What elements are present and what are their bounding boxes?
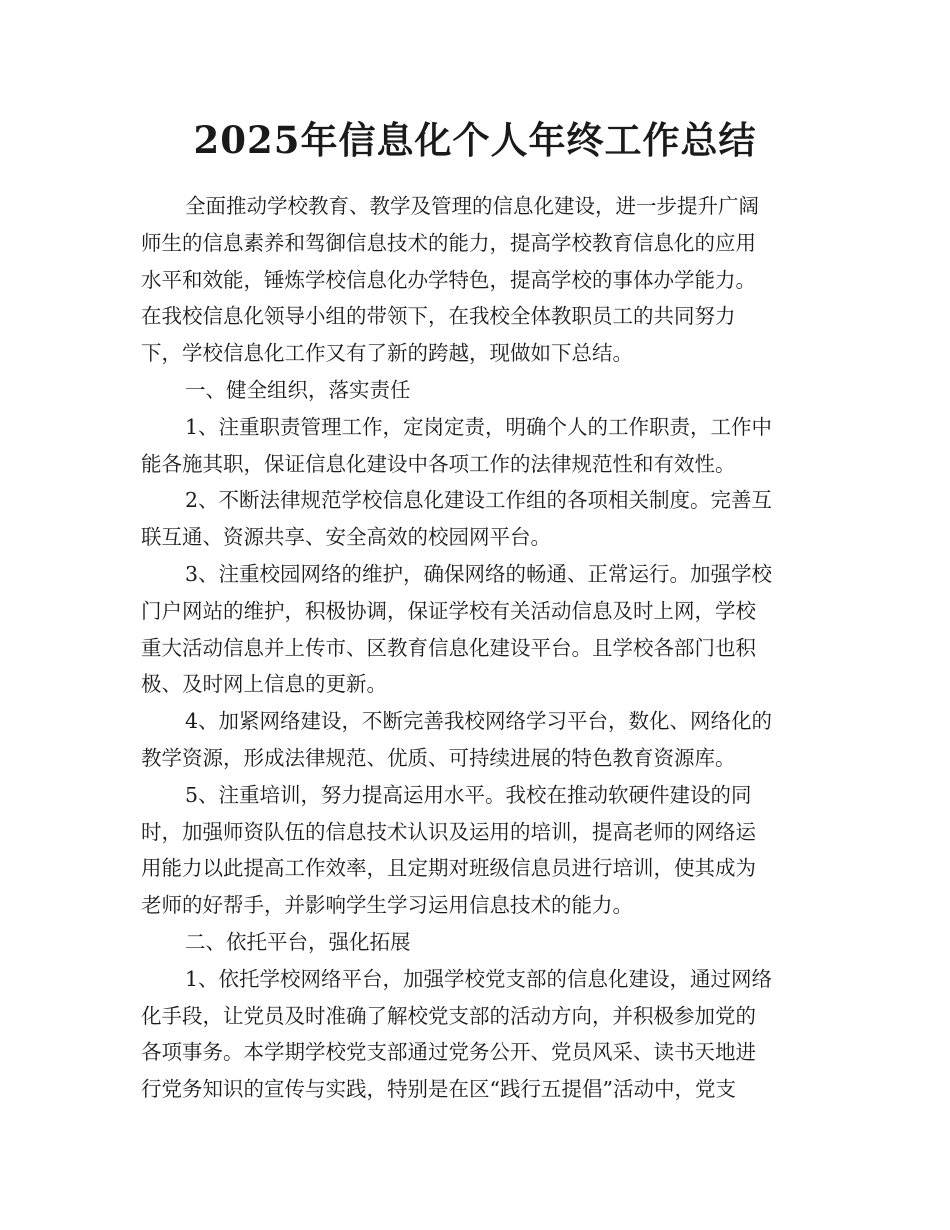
paragraph-line: 行党务知识的宣传与实践，特别是在区“践行五提倡”活动中，党支 (141, 1077, 736, 1102)
paragraph-line: 极、及时网上信息的更新。 (141, 672, 387, 697)
paragraph-line: 在我校信息化领导小组的带领下，在我校全体教职员工的共同努力 (141, 304, 736, 329)
paragraph-line: 重大活动信息并上传市、区教育信息化建设平台。且学校各部门也积 (141, 635, 756, 660)
paragraph-line: 能各施其职，保证信息化建设中各项工作的法律规范性和有效性。 (141, 451, 736, 476)
paragraph-first-line: 二、依托平台，强化拓展 (185, 929, 411, 954)
paragraph-first-line: 一、健全组织，落实责任 (185, 377, 411, 402)
paragraph-line: 水平和效能，锤炼学校信息化办学特色，提高学校的事体办学能力。 (141, 267, 756, 292)
paragraph-first-line: 3、注重校园网络的维护，确保网络的畅通、正常运行。加强学校 (185, 561, 773, 586)
paragraph-line: 联互通、资源共享、安全高效的校园网平台。 (141, 525, 551, 550)
paragraph-line: 时，加强师资队伍的信息技术认识及运用的培训，提高老师的网络运 (141, 819, 756, 844)
paragraph-line: 老师的好帮手，并影响学生学习运用信息技术的能力。 (141, 893, 633, 918)
paragraph-line: 师生的信息素养和驾御信息技术的能力，提高学校教育信息化的应用 (141, 230, 756, 255)
paragraph-first-line: 1、注重职责管理工作，定岗定责，明确个人的工作职责，工作中 (185, 414, 773, 439)
paragraph-first-line: 2、不断法律规范学校信息化建设工作组的各项相关制度。完善互 (185, 488, 773, 513)
document-title: 2025年信息化个人年终工作总结 (193, 118, 757, 162)
paragraph-line: 各项事务。本学期学校党支部通过党务公开、党员风采、读书天地进 (141, 1040, 756, 1065)
paragraph-line: 下，学校信息化工作又有了新的跨越，现做如下总结。 (141, 341, 633, 366)
document-body (141, 188, 816, 1108)
paragraph-line: 教学资源，形成法律规范、优质、可持续进展的特色教育资源库。 (141, 745, 736, 770)
paragraph-line: 化手段，让党员及时准确了解校党支部的活动方向，并积极参加党的 (141, 1003, 756, 1028)
paragraph-line: 用能力以此提高工作效率，且定期对班级信息员进行培训，使其成为 (141, 856, 756, 881)
paragraph-line: 门户网站的维护，积极协调，保证学校有关活动信息及时上网，学校 (141, 598, 756, 623)
paragraph-first-line: 1、依托学校网络平台，加强学校党支部的信息化建设，通过网络 (185, 966, 773, 991)
paragraph-first-line: 4、加紧网络建设，不断完善我校网络学习平台，数化、网络化的 (185, 709, 773, 734)
paragraph-first-line: 5、注重培训，努力提高运用水平。我校在推动软硬件建设的同 (185, 782, 752, 807)
paragraph-first-line: 全面推动学校教育、教学及管理的信息化建设，进一步提升广阔 (185, 194, 759, 218)
